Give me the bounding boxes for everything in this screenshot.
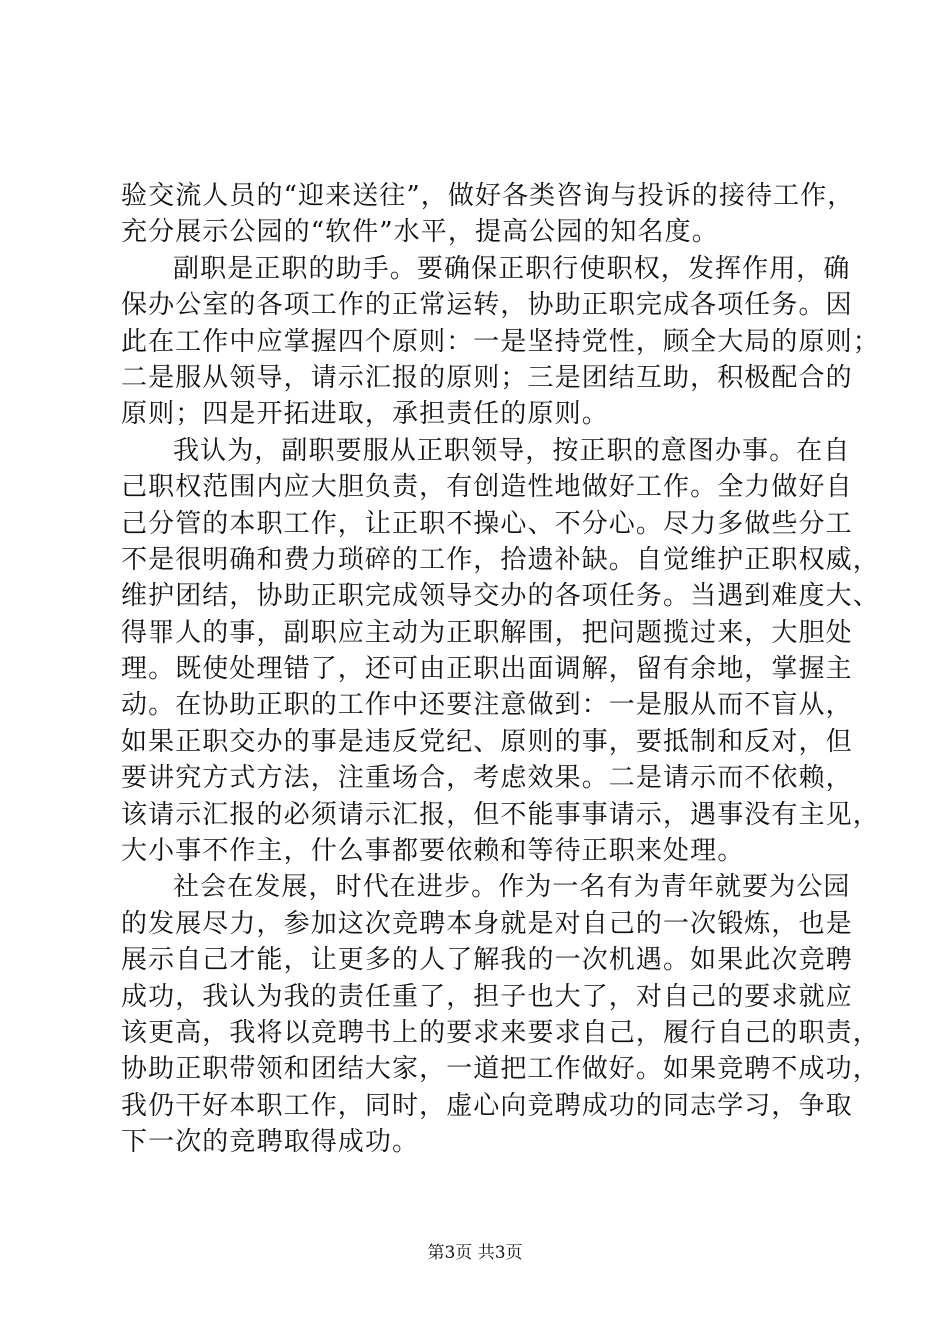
text-line: 如果正职交办的事是违反党纪、原则的事，要抵制和反对，但 xyxy=(121,726,853,757)
text-line: 社会在发展，时代在进步。作为一名有为青年就要为公园 xyxy=(173,872,851,903)
text-line: 该请示汇报的必须请示汇报，但不能事事请示，遇事没有主见， xyxy=(121,799,880,830)
paragraph-4 xyxy=(121,869,880,1160)
text-line: 得罪人的事，副职应主动为正职解围，把问题揽过来，大胆处 xyxy=(121,617,853,648)
text-line: 该更高，我将以竞聘书上的要求来要求自己，履行自己的职责， xyxy=(121,1017,880,1048)
text-line: 不是很明确和费力琐碎的工作，拾遗补缺。自觉维护正职权威， xyxy=(121,544,880,575)
paragraph-2 xyxy=(121,251,880,433)
text-line: 保办公室的各项工作的正常运转，协助正职完成各项任务。因 xyxy=(121,290,853,321)
text-line: 己职权范围内应大胆负责，有创造性地做好工作。全力做好自 xyxy=(121,472,853,503)
text-line: 下一次的竞聘取得成功。 xyxy=(121,1127,420,1158)
text-line: 原则；四是开拓进取，承担责任的原则。 xyxy=(121,399,609,430)
text-line: 充分展示公园的“软件”水平，提高公园的知名度。 xyxy=(121,217,719,248)
text-line: 此在工作中应掌握四个原则：一是坚持党性，顾全大局的原则； xyxy=(121,326,880,357)
paragraph-1 xyxy=(121,178,855,251)
text-line: 我仍干好本职工作，同时，虚心向竞聘成功的同志学习，争取 xyxy=(121,1090,853,1121)
document-body xyxy=(121,178,880,1161)
text-line: 协助正职带领和团结大家，一道把工作做好。如果竞聘不成功， xyxy=(121,1054,880,1085)
text-line: 成功，我认为我的责任重了，担子也大了，对自己的要求就应 xyxy=(121,981,853,1012)
text-line: 己分管的本职工作，让正职不操心、不分心。尽力多做些分工 xyxy=(121,508,853,539)
text-line: 的发展尽力，参加这次竞聘本身就是对自己的一次锻炼，也是 xyxy=(121,908,853,939)
text-line: 展示自己才能，让更多的人了解我的一次机遇。如果此次竞聘 xyxy=(121,945,853,976)
text-line: 副职是正职的助手。要确保正职行使职权，发挥作用，确 xyxy=(173,253,851,284)
text-line: 二是服从领导，请示汇报的原则；三是团结互助，积极配合的 xyxy=(121,362,853,393)
text-line: 我认为，副职要服从正职领导，按正职的意图办事。在自 xyxy=(173,435,851,466)
text-line: 要讲究方式方法，注重场合，考虑效果。二是请示而不依赖， xyxy=(121,763,853,794)
text-line: 验交流人员的“迎来送往”，做好各类咨询与投诉的接待工作， xyxy=(121,181,855,211)
paragraph-3 xyxy=(121,433,880,870)
text-line: 理。既使处理错了，还可由正职出面调解，留有余地，掌握主 xyxy=(121,654,853,685)
page-number-footer: 第3页 共3页 xyxy=(427,1243,523,1263)
text-line: 维护团结，协助正职完成领导交办的各项任务。当遇到难度大、 xyxy=(121,581,880,612)
text-line: 大小事不作主，什么事都要依赖和等待正职来处理。 xyxy=(121,836,745,867)
text-line: 动。在协助正职的工作中还要注意做到：一是服从而不盲从， xyxy=(121,690,853,721)
